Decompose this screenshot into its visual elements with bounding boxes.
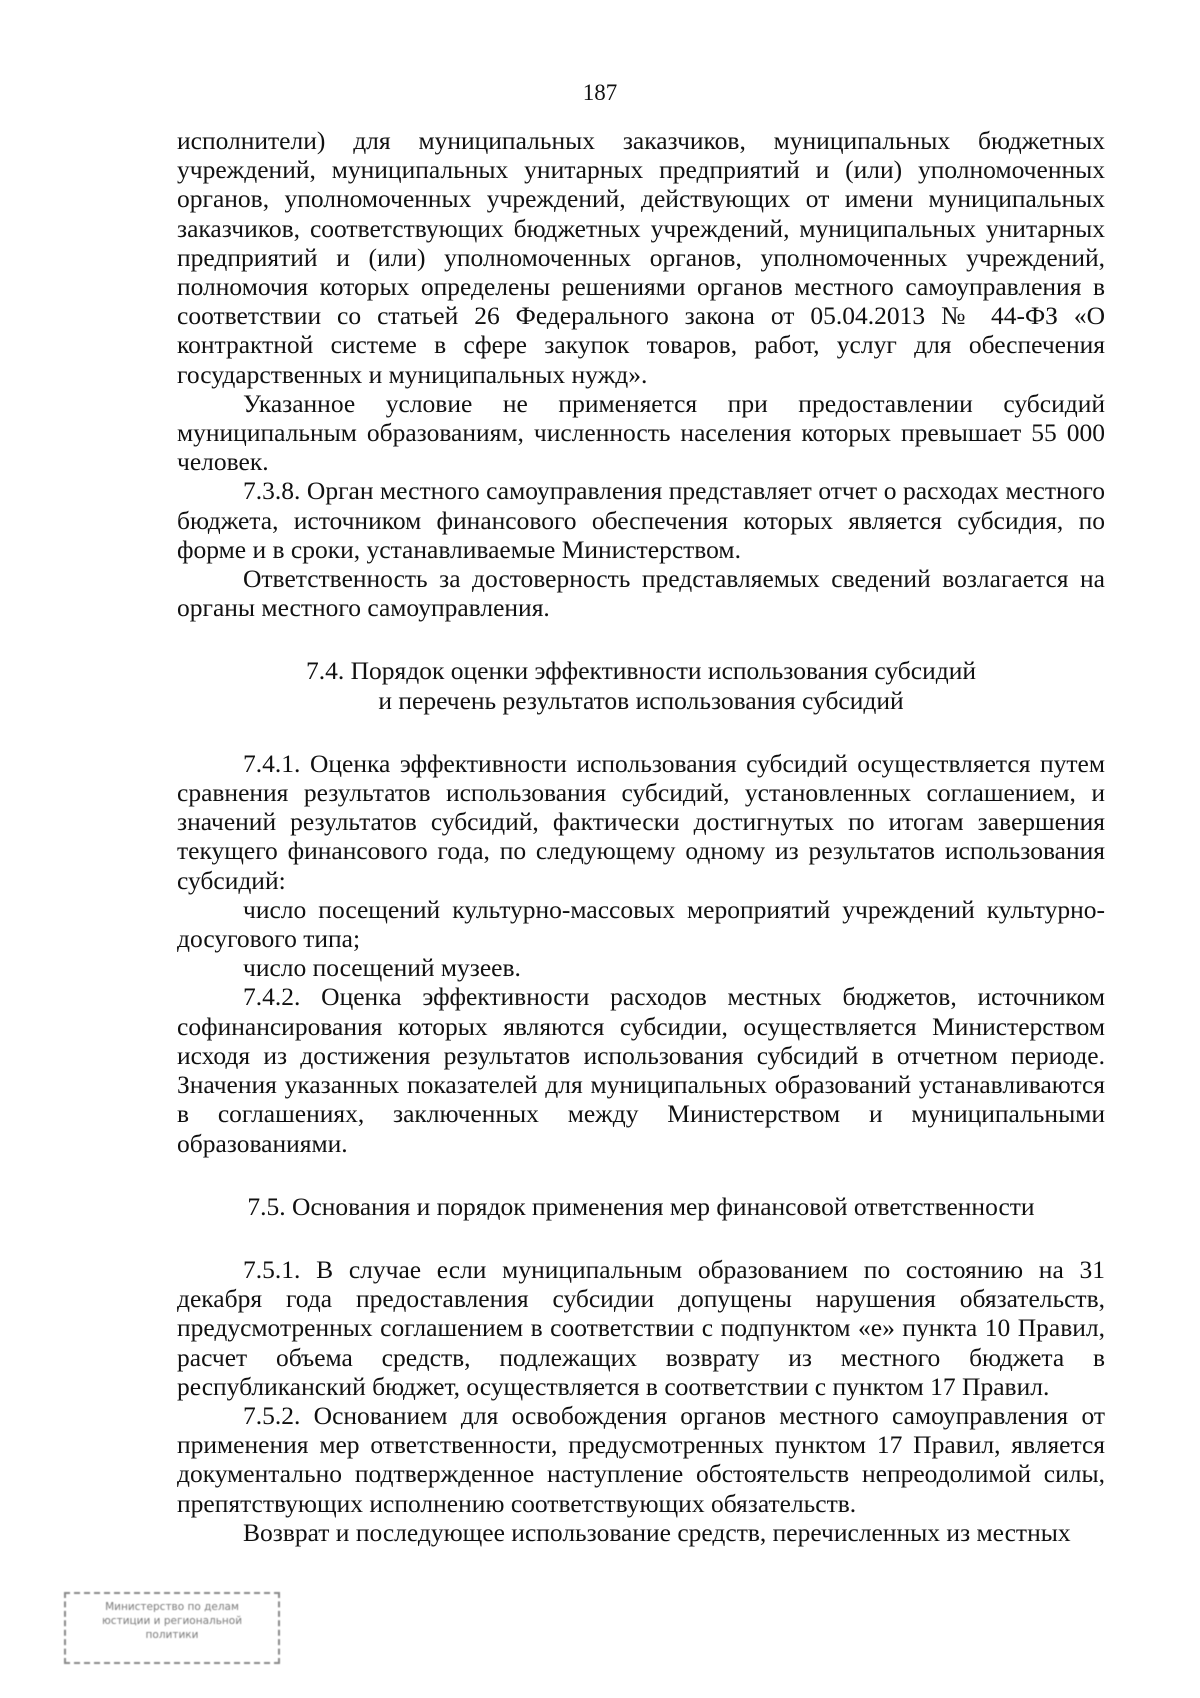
paragraph-continuation: исполнители) для муниципальных заказчиков, муниципальных бюджетных учреждений, муниципальных унитарных предприятий и (или) уполномоченных органов, уполномоченных учреждений, действующих от имени муниципальных заказчиков, соответствующих бюджетных учреждений, муниципальных унитарных предприятий и (или) уполномоченных органов, уполномоченных учреждений, полномочия которых определены решениями органов местного самоуправления в соответствии со статьей 26 Федерального закона от 05.04.2013 № 44-ФЗ «О контрактной системе в сфере закупок товаров, работ, услуг для обеспечения государственных и муниципальных нужд».: [177, 126, 1105, 389]
paragraph-7-5-1: 7.5.1. В случае если муниципальным образованием по состоянию на 31 декабря года предоставления субсидии допущены нарушения обязательств, предусмотренных соглашением в соответствии с подпунктом «е» пункта 10 Правил, расчет объема средств, подлежащих возврату из местного бюджета в республиканский бюджет, осуществляется в соответствии с пунктом 17 Правил.: [177, 1254, 1105, 1401]
paragraph-7-5-2: 7.5.2. Основанием для освобождения органов местного самоуправления от применения мер ответственности, предусмотренных пунктом 17 Правил, является документально подтвержденное наступление обстоятельств непреодолимой силы, препятствующих исполнению соответствующих обязательств.: [177, 1400, 1105, 1518]
paragraph-7-4-2: 7.4.2. Оценка эффективности расходов местных бюджетов, источником софинансирования которых являются субсидии, осуществляется Министерством исходя из достижения результатов использования субсидий в отчетном периоде. Значения указанных показателей для муниципальных образований устанавливаются в соглашениях, заключенных между Министерством и муниципальными образованиями.: [177, 982, 1105, 1158]
stamp-line-2: юстиции и региональной: [101, 1615, 243, 1627]
list-item-museum-visits: число посещений музеев.: [243, 953, 521, 983]
paragraph-condition: Указанное условие не применяется при предоставлении субсидий муниципальным образованиям, численность населения которых превышает 55 000 человек.: [177, 388, 1105, 477]
paragraph-7-4-1: 7.4.1. Оценка эффективности использования субсидий осуществляется путем сравнения результатов использования субсидий, установленных соглашением, и значений результатов субсидий, фактически достигнутых по итогам завершения текущего финансового года, по следующему одному из результатов использования субсидий:: [177, 748, 1105, 895]
page-number: 187: [582, 80, 618, 105]
section-heading-7-4-line1: 7.4. Порядок оценки эффективности использования субсидий: [305, 656, 976, 686]
document-body: [177, 126, 1105, 1547]
stamp-line-3: политики: [145, 1629, 199, 1641]
paragraph-7-3-8: 7.3.8. Орган местного самоуправления представляет отчет о расходах местного бюджета, источником финансового обеспечения которых является субсидия, по форме и в сроки, устанавливаемые Министерством.: [177, 476, 1105, 564]
stamp-line-1: Министерство по делам: [105, 1601, 239, 1613]
paragraph-responsibility: Ответственность за достоверность представляемых сведений возлагается на органы местного самоуправления.: [177, 564, 1105, 623]
list-item-cultural-events: число посещений культурно-массовых мероприятий учреждений культурно-досугового типа;: [177, 894, 1105, 954]
section-heading-7-4-line2: и перечень результатов использования субсидий: [378, 685, 904, 715]
section-heading-7-5: 7.5. Основания и порядок применения мер финансовой ответственности: [247, 1191, 1035, 1221]
registration-stamp: [64, 1592, 280, 1664]
paragraph-return-funds: Возврат и последующее использование средств, перечисленных из местных: [243, 1517, 1071, 1547]
